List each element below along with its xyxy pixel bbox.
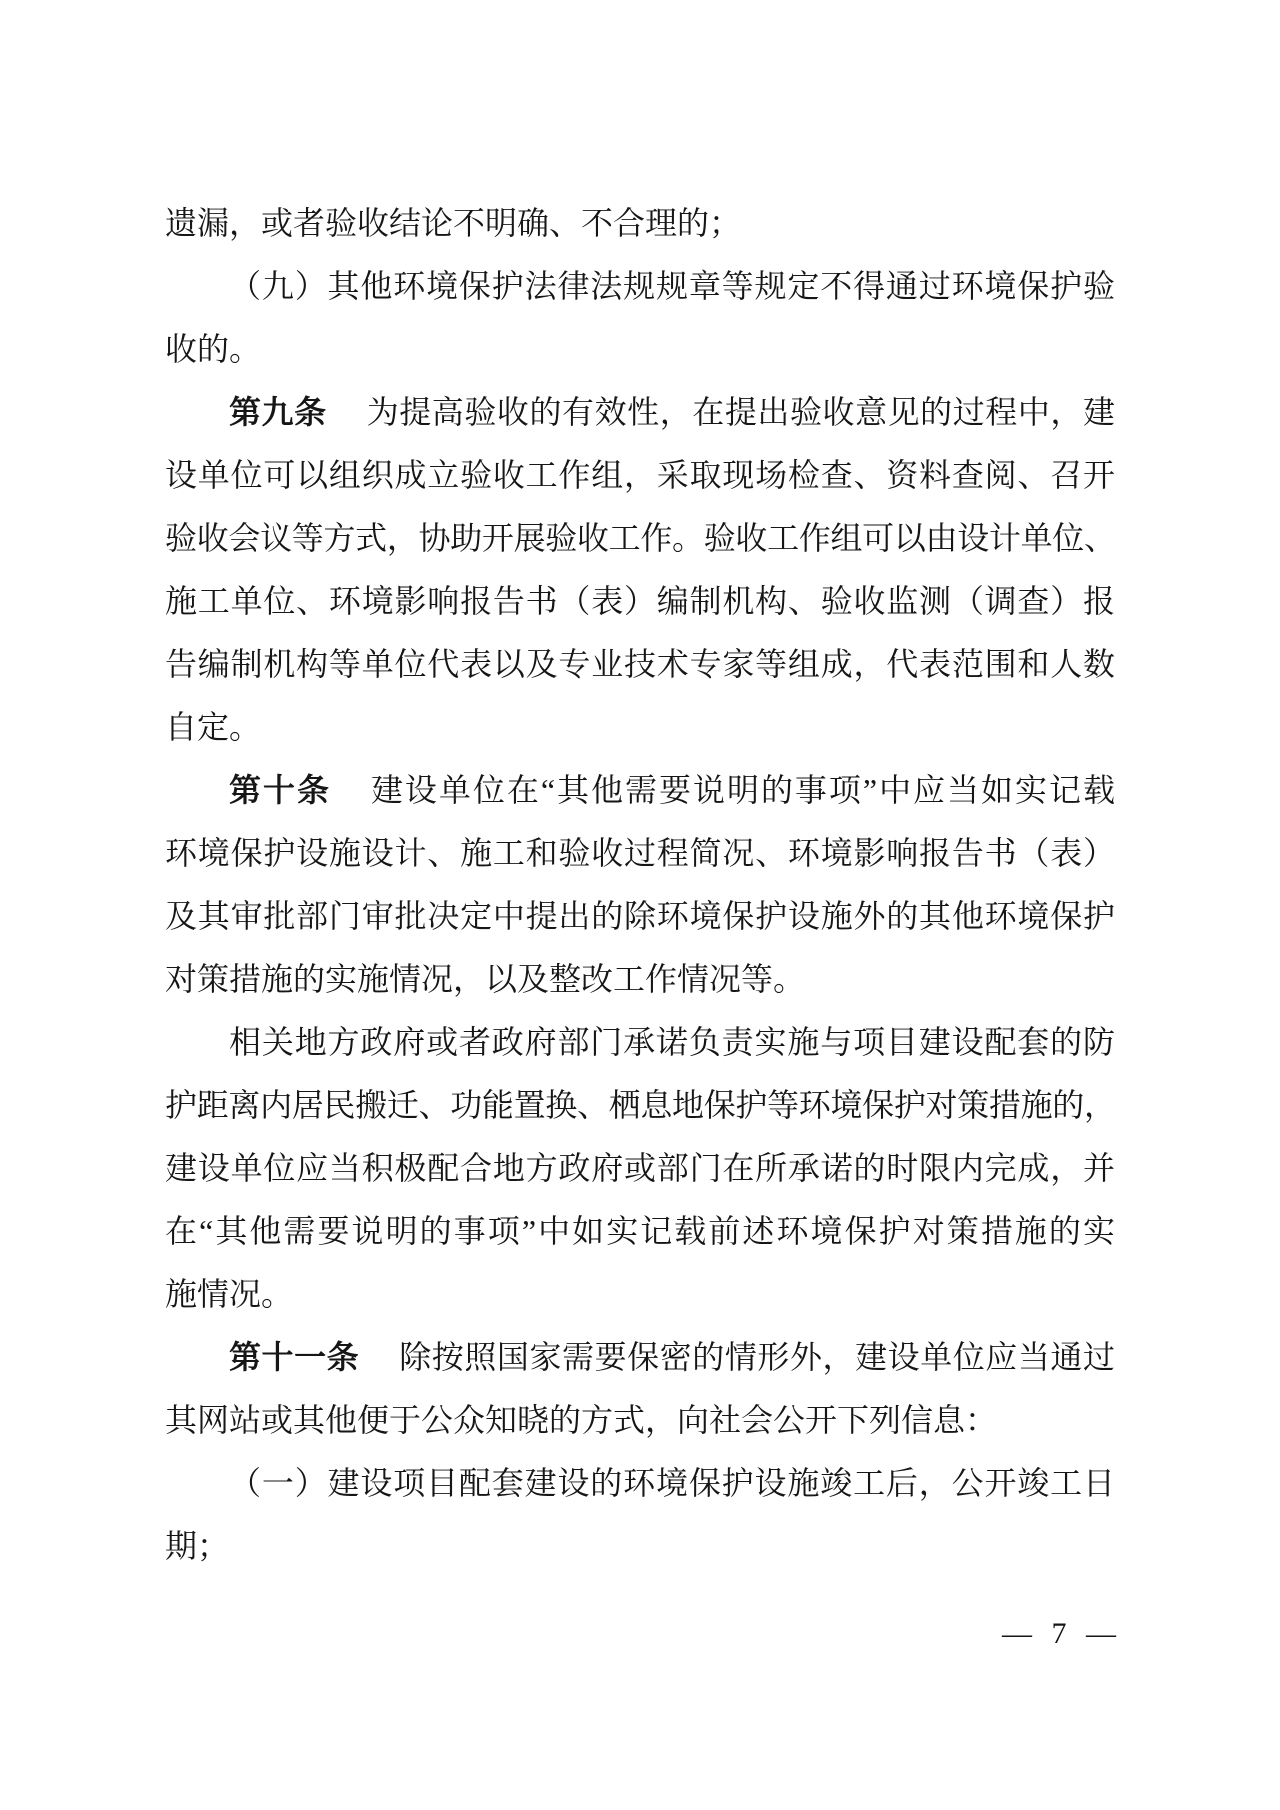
text-line: 对策措施的实施情况，以及整改工作情况等。 [165,961,806,997]
text-line [165,759,1115,822]
line-text: 除按照国家需要保密的情形外，建设单位应当通过 [399,1339,1115,1375]
text-line: 设单位可以组织成立验收工作组，采取现场检查、资料查阅、召开 [165,457,1115,493]
article-heading: 第九条 [229,394,327,430]
text-line: 收的。 [165,331,262,367]
text-line [165,1326,1115,1389]
text-line: 护距离内居民搬迁、功能置换、栖息地保护等环境保护对策措施的， [165,1087,1115,1123]
text-line: 相关地方政府或者政府部门承诺负责实施与项目建设配套的防 [229,1024,1115,1060]
text-line: 告编制机构等单位代表以及专业技术专家等组成，代表范围和人数 [165,646,1115,682]
text-line: 遗漏，或者验收结论不明确、不合理的； [165,205,742,241]
text-line: 验收会议等方式，协助开展验收工作。验收工作组可以由设计单位、 [165,520,1115,556]
text-line: 其网站或其他便于公众知晓的方式，向社会公开下列信息： [165,1402,998,1438]
line-text: 为提高验收的有效性，在提出验收意见的过程中，建 [366,394,1115,430]
text-line: 及其审批部门审批决定中提出的除环境保护设施外的其他环境保护 [165,898,1115,934]
text-line: （一）建设项目配套建设的环境保护设施竣工后，公开竣工日 [229,1465,1115,1501]
text-line [165,381,1115,444]
page-number: — 7 — [1002,1617,1122,1650]
article-heading: 第十条 [229,772,331,808]
text-line: 自定。 [165,709,262,745]
document-text-block [165,192,1115,1578]
line-text: 建设单位在“其他需要说明的事项”中应当如实记载 [370,772,1115,808]
text-line: 期； [165,1528,230,1564]
text-line: 在“其他需要说明的事项”中如实记载前述环境保护对策措施的实 [165,1213,1115,1249]
article-heading: 第十一条 [229,1339,360,1375]
text-line: 施工单位、环境影响报告书（表）编制机构、验收监测（调查）报 [165,583,1115,619]
text-line: 施情况。 [165,1276,294,1312]
text-line: （九）其他环境保护法律法规规章等规定不得通过环境保护验 [229,268,1115,304]
text-line: 环境保护设施设计、施工和验收过程简况、环境影响报告书（表） [165,835,1115,871]
text-line: 建设单位应当积极配合地方政府或部门在所承诺的时限内完成，并 [165,1150,1115,1186]
